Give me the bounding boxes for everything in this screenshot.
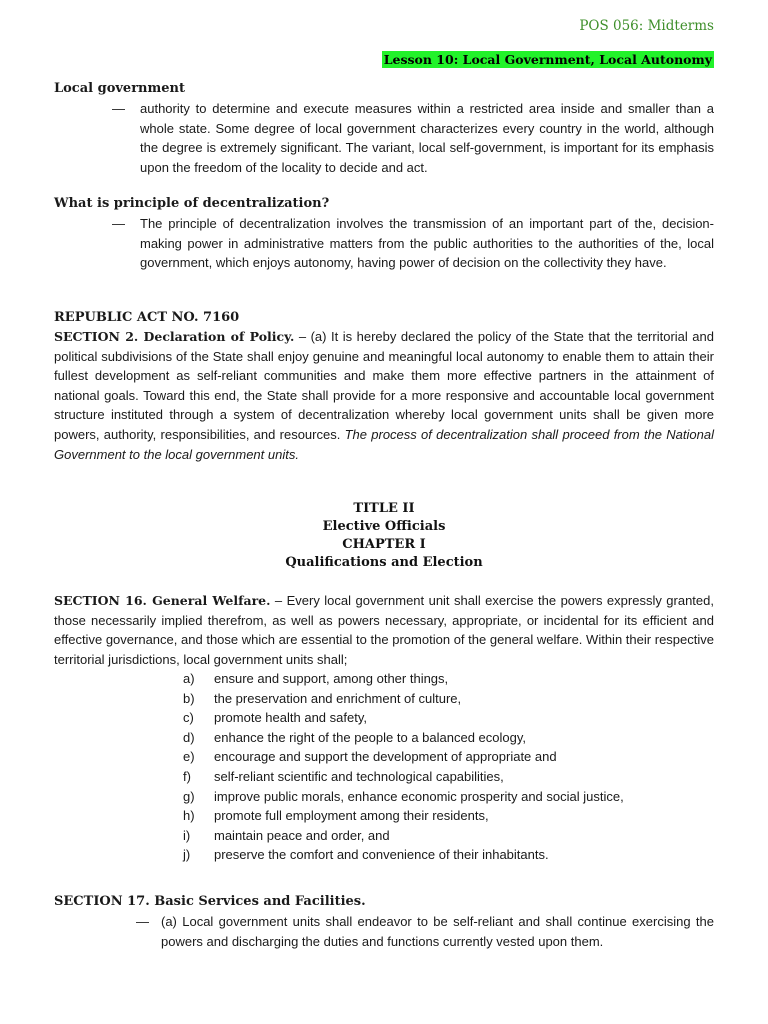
list-item-letter: a) bbox=[183, 671, 195, 686]
local-government-definition bbox=[54, 99, 714, 177]
decentralization-text: The principle of decentralization involves the transmission of an important part of the, decision-making power in administrative matters from the public authorities to the authorities of the, local government, which enjoys autonomy, having power of decision on the collectivity they have. bbox=[140, 216, 714, 271]
section-2-label: SECTION 2. Declaration of Policy. bbox=[54, 329, 295, 344]
title-subtitle: Elective Officials bbox=[322, 519, 446, 534]
section-2-paragraph bbox=[54, 327, 714, 464]
list-item-letter: c) bbox=[183, 710, 194, 726]
dash-bullet: — bbox=[112, 216, 125, 231]
dash-bullet: — bbox=[136, 914, 149, 929]
list-item-text: ensure and support, among other things, bbox=[214, 671, 449, 686]
decentralization-section bbox=[54, 194, 714, 273]
list-item-text: promote full employment among their residents, bbox=[214, 808, 489, 824]
general-welfare-list bbox=[183, 669, 624, 865]
list-item-letter: g) bbox=[183, 788, 195, 804]
list-item-letter: b) bbox=[183, 690, 195, 706]
section-17 bbox=[54, 892, 714, 951]
section-16-text: – Every local government unit shall exercise the powers expressly granted, those necessarily implied therefrom, as well as powers necessary, appropriate, or incidental for its efficient and effective governance, and those which are essential to the promotion of the general welfare. Within their respective territorial jurisdictions, local government units shall; bbox=[54, 593, 714, 667]
section-16 bbox=[54, 591, 714, 669]
list-item bbox=[183, 767, 624, 787]
list-item-text: enhance the right of the people to a balanced ecology, bbox=[214, 729, 526, 745]
list-item-letter: j) bbox=[183, 847, 191, 863]
list-item-letter: i) bbox=[183, 827, 191, 843]
dash-bullet: — bbox=[112, 101, 125, 116]
decentralization-definition bbox=[54, 214, 714, 273]
list-item bbox=[183, 728, 624, 748]
chapter-title: Qualifications and Election bbox=[285, 555, 483, 570]
section-17-item bbox=[54, 912, 714, 951]
list-item-text: maintain peace and order, and bbox=[214, 827, 390, 843]
list-item bbox=[183, 787, 624, 807]
list-item-text: preserve the comfort and convenience of their inhabitants. bbox=[214, 847, 549, 863]
list-item bbox=[183, 806, 624, 826]
list-item-text: encourage and support the development of appropriate and bbox=[214, 749, 557, 765]
list-item-letter: f) bbox=[183, 768, 191, 784]
chapter-number: CHAPTER I bbox=[342, 537, 426, 552]
course-header: POS 056: Midterms bbox=[579, 18, 714, 34]
section-2-text: – (a) It is hereby declared the policy of the State that the territorial and political subdivisions of the State shall enjoy genuine and meaningful local autonomy to enable them to attain their fullest development as self-reliant communities and make them more effective partners in the attainment of national goals. Toward this end, the State shall provide for a more responsive and accountable local government structure instituted through a system of decentralization whereby local government units shall be given more powers, authority, responsibilities, and resources. bbox=[54, 329, 714, 442]
section-2-italic-text: The process of decentralization shall proceed from the National Government to the local government units. bbox=[54, 426, 714, 462]
title-number: TITLE II bbox=[353, 501, 415, 516]
list-item-letter: h) bbox=[183, 808, 195, 824]
local-government-section bbox=[54, 79, 714, 177]
list-item bbox=[183, 826, 624, 846]
list-item bbox=[183, 669, 624, 689]
list-item bbox=[183, 747, 624, 767]
list-item-text: the preservation and enrichment of culture, bbox=[214, 690, 462, 706]
republic-act-section bbox=[54, 308, 714, 464]
list-item-text: promote health and safety, bbox=[214, 710, 367, 726]
list-item-text: self-reliant scientific and technological capabilities, bbox=[214, 768, 504, 784]
list-item bbox=[183, 689, 624, 709]
local-government-heading: Local government bbox=[54, 81, 185, 96]
local-government-text: authority to determine and execute measures within a restricted area inside and smaller than a whole state. Some degree of local government characterizes every country in the world, although the degree is extremely significant. The variant, local self-government, is important for its emphasis upon the freedom of the locality to decide and act. bbox=[140, 101, 714, 175]
lesson-title-highlight: Lesson 10: Local Government, Local Autonomy bbox=[383, 52, 712, 67]
list-item-letter: d) bbox=[183, 729, 195, 745]
republic-act-heading: REPUBLIC ACT NO. 7160 bbox=[54, 310, 240, 325]
section-16-paragraph bbox=[54, 591, 714, 669]
section-16-label: SECTION 16. General Welfare. bbox=[54, 593, 271, 608]
decentralization-heading: What is principle of decentralization? bbox=[54, 196, 330, 211]
list-item bbox=[183, 708, 624, 728]
list-item-text: improve public morals, enhance economic prosperity and social justice, bbox=[214, 788, 624, 804]
list-item-letter: e) bbox=[183, 749, 195, 765]
section-17-label: SECTION 17. Basic Services and Facilities. bbox=[54, 894, 366, 909]
section-17-text: (a) Local government units shall endeavor to be self-reliant and shall continue exercising the powers and discharging the duties and functions currently vested upon them. bbox=[161, 914, 714, 949]
list-item bbox=[183, 845, 624, 865]
